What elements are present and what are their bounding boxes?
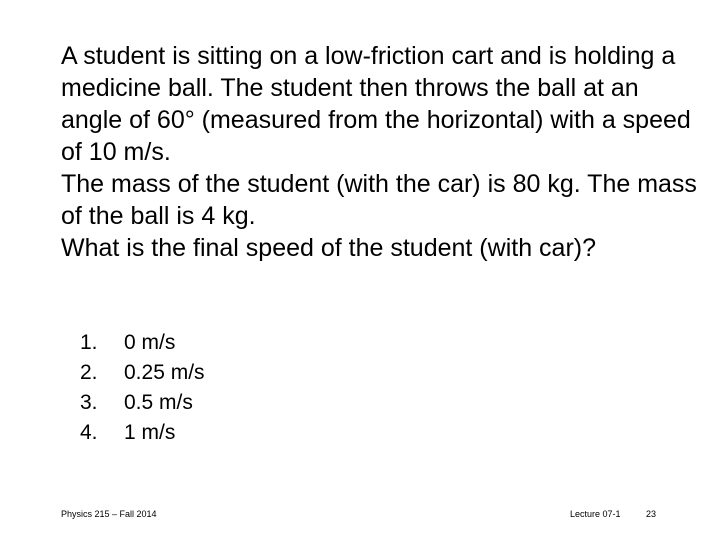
choice-number: 4.: [80, 421, 98, 444]
slide-footer: [0, 507, 720, 521]
answer-choice-2: [80, 358, 380, 388]
footer-lecture: Lecture 07-1: [570, 509, 621, 519]
choice-number: 1.: [80, 331, 98, 354]
answer-choice-1: [80, 328, 380, 358]
answer-choices: [80, 328, 380, 448]
footer-page-number: 23: [646, 509, 657, 519]
question-block: [61, 40, 701, 264]
choice-number: 3.: [80, 391, 98, 414]
question-paragraph: The mass of the student (with the car) is 80 kg. The mass of the ball is 4 kg.: [61, 170, 697, 230]
choice-number: 2.: [80, 361, 98, 384]
choice-text: 0.25 m/s: [124, 361, 205, 384]
choice-text: 0 m/s: [124, 331, 176, 354]
answer-choice-4: [80, 418, 380, 448]
choice-text: 0.5 m/s: [124, 391, 193, 414]
question-prompt: What is the final speed of the student (with car)?: [61, 234, 596, 262]
question-paragraph: A student is sitting on a low-friction cart and is holding a medicine ball. The student then throws the ball at an angle of 60° (measured from the horizontal) with a speed of 10 m/s.: [61, 42, 691, 166]
answer-choice-3: [80, 388, 380, 418]
choice-text: 1 m/s: [124, 421, 176, 444]
footer-course: Physics 215 – Fall 2014: [61, 509, 157, 519]
